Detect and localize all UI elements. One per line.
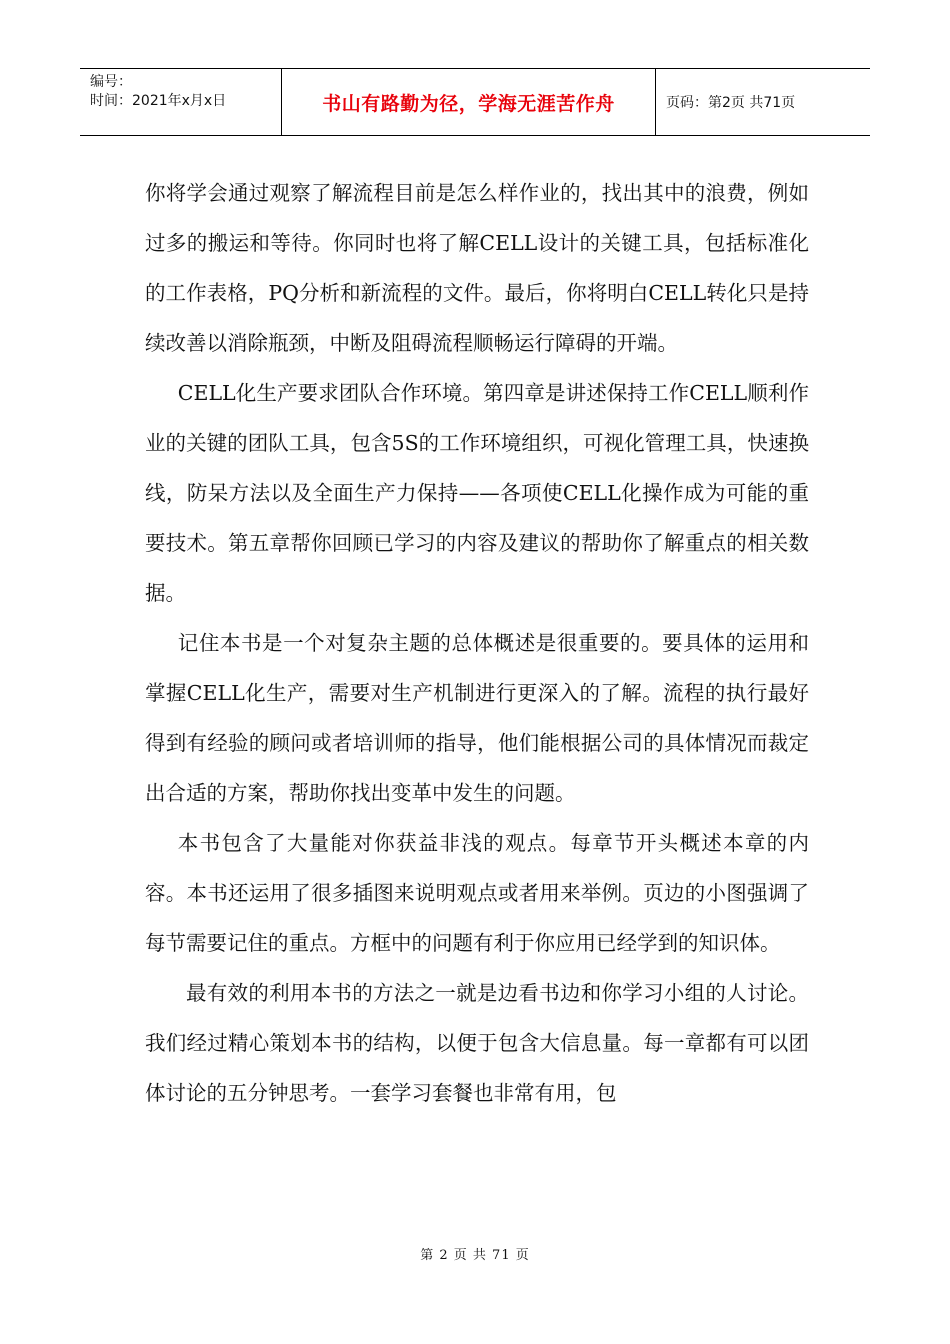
header-meta	[80, 69, 282, 135]
paragraph: 你将学会通过观察了解流程目前是怎么样作业的，找出其中的浪费，例如过多的搬运和等待。你同时也将了解CELL设计的关键工具，包括标准化的工作表格，PQ分析和新流程的文件。最后，你将明白CELL转化只是持续改善以消除瓶颈，中断及阻碍流程顺畅运行障碍的开端。	[145, 181, 809, 355]
page-footer: 第 2 页 共 71 页	[420, 1248, 530, 1263]
document-number-label: 编号：	[90, 74, 132, 90]
paragraph: 本书包含了大量能对你获益非浅的观点。每章节开头概述本章的内容。本书还运用了很多插图来说明观点或者用来举例。页边的小图强调了每节需要记住的重点。方框中的问题有利于你应用已经学到的知识体。	[145, 831, 809, 955]
header-motto: 书山有路勤为径，学海无涯苦作舟	[282, 69, 656, 135]
page-header	[80, 68, 870, 136]
paragraph: 最有效的利用本书的方法之一就是边看书边和你学习小组的人讨论。我们经过精心策划本书的结构，以便于包含大信息量。每一章都有可以团体讨论的五分钟思考。一套学习套餐也非常有用，包	[145, 981, 809, 1105]
paragraph: 记住本书是一个对复杂主题的总体概述是很重要的。要具体的运用和掌握CELL化生产，需要对生产机制进行更深入的了解。流程的执行最好得到有经验的顾问或者培训师的指导，他们能根据公司的具体情况而裁定出合适的方案，帮助你找出变革中发生的问题。	[145, 631, 809, 805]
document-time-label: 时间：2021年x月x日	[90, 93, 227, 109]
header-page-info: 页码：第2页 共71页	[666, 95, 796, 111]
paragraph: CELL化生产要求团队合作环境。第四章是讲述保持工作CELL顺利作业的关键的团队工具，包含5S的工作环境组织，可视化管理工具，快速换线，防呆方法以及全面生产力保持——各项使CELL化操作成为可能的重要技术。第五章帮你回顾已学习的内容及建议的帮助你了解重点的相关数据。	[145, 381, 809, 605]
document-body	[145, 168, 809, 1118]
